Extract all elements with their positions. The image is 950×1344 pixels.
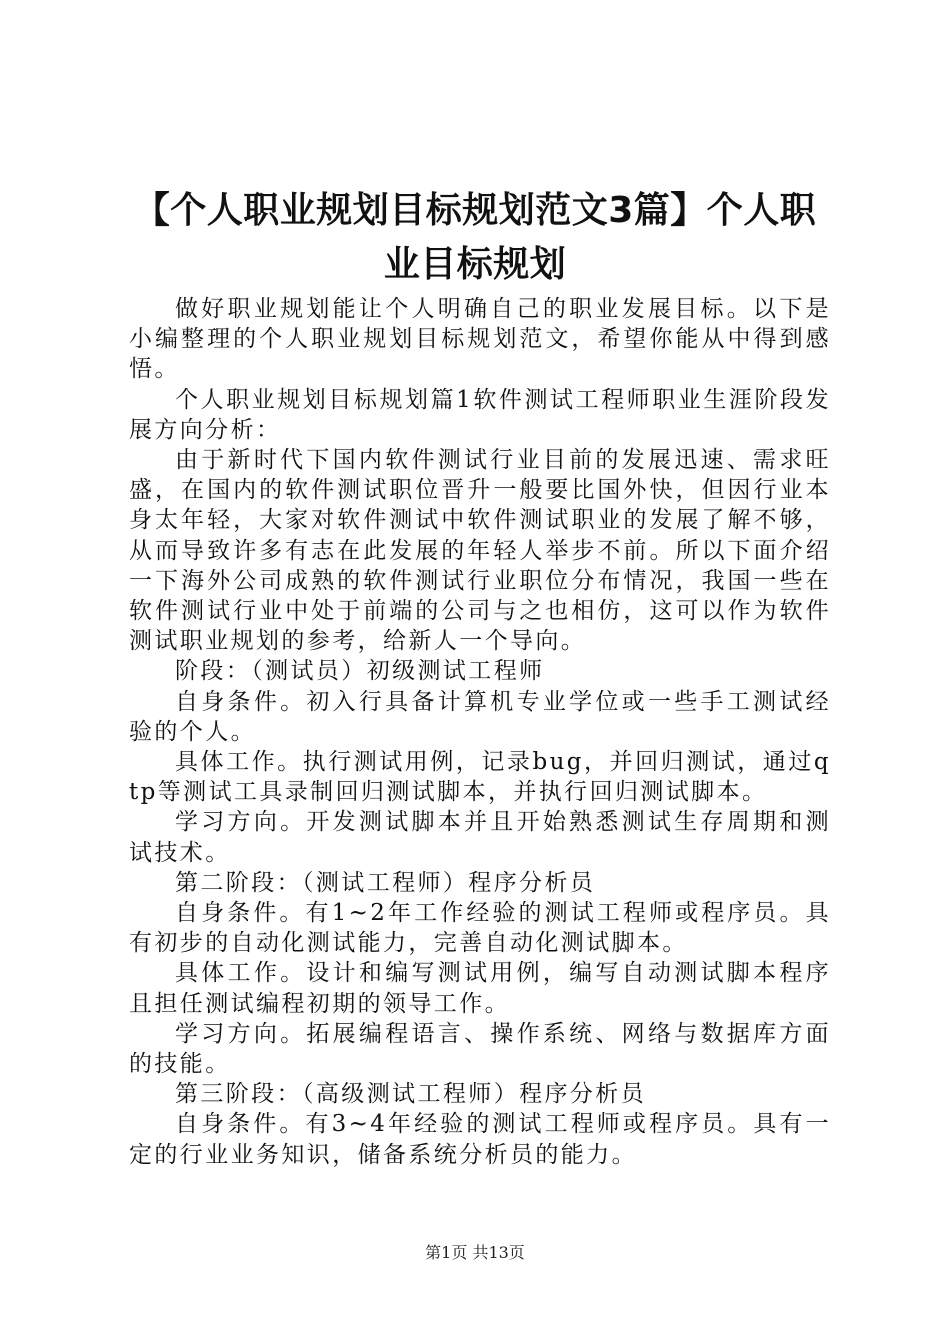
paragraph-stage-3-heading: 第三阶段：（高级测试工程师）程序分析员	[175, 1081, 647, 1108]
paragraph-stage-2-conditions: 自身条件。有1~2年工作经验的测试工程师或程序员。具有初步的自动化测试能力，完善自动化测试脚本。	[129, 900, 831, 957]
document-title: 【个人职业规划目标规划范文3篇】个人职业目标规划	[133, 190, 817, 285]
paragraph-stage-1-heading: 阶段：（测试员）初级测试工程师	[175, 658, 545, 685]
paragraph-stage-1-learning: 学习方向。开发测试脚本并且开始熟悉测试生存周期和测试技术。	[129, 809, 831, 866]
paragraph-background: 由于新时代下国内软件测试行业目前的发展迅速、需求旺盛，在国内的软件测试职位晋升一般要比国外快，但因行业本身太年轻，大家对软件测试中软件测试职业的发展了解不够，从而导致许多有志在此发展的年轻人举步不前。所以下面介绍一下海外公司成熟的软件测试行业职位分布情况，我国一些在软件测试行业中处于前端的公司与之也相仿，这可以作为软件测试职业规划的参考，给新人一个导向。	[129, 447, 831, 655]
paragraph-stage-2-learning: 学习方向。拓展编程语言、操作系统、网络与数据库方面的技能。	[129, 1020, 831, 1078]
paragraph-section-heading: 个人职业规划目标规划篇1软件测试工程师职业生涯阶段发展方向分析：	[129, 386, 831, 443]
paragraph-stage-2-work: 具体工作。设计和编写测试用例，编写自动测试脚本程序且担任测试编程初期的领导工作。	[129, 960, 831, 1017]
paragraph-stage-2-heading: 第二阶段：（测试工程师）程序分析员	[175, 869, 596, 896]
page-number-footer: 第1页 共13页	[425, 1243, 525, 1262]
paragraph-stage-1-conditions: 自身条件。初入行具备计算机专业学位或一些手工测试经验的个人。	[129, 688, 831, 745]
paragraph-intro: 做好职业规划能让个人明确自己的职业发展目标。以下是小编整理的个人职业规划目标规划范文，希望你能从中得到感悟。	[129, 296, 831, 383]
document-body	[129, 294, 831, 1170]
paragraph-stage-1-work: 具体工作。执行测试用例，记录bug，并回归测试，通过qtp等测试工具录制回归测试脚本，并执行回归测试脚本。	[129, 749, 831, 806]
paragraph-stage-3-conditions: 自身条件。有3~4年经验的测试工程师或程序员。具有一定的行业业务知识，储备系统分析员的能力。	[129, 1111, 831, 1168]
